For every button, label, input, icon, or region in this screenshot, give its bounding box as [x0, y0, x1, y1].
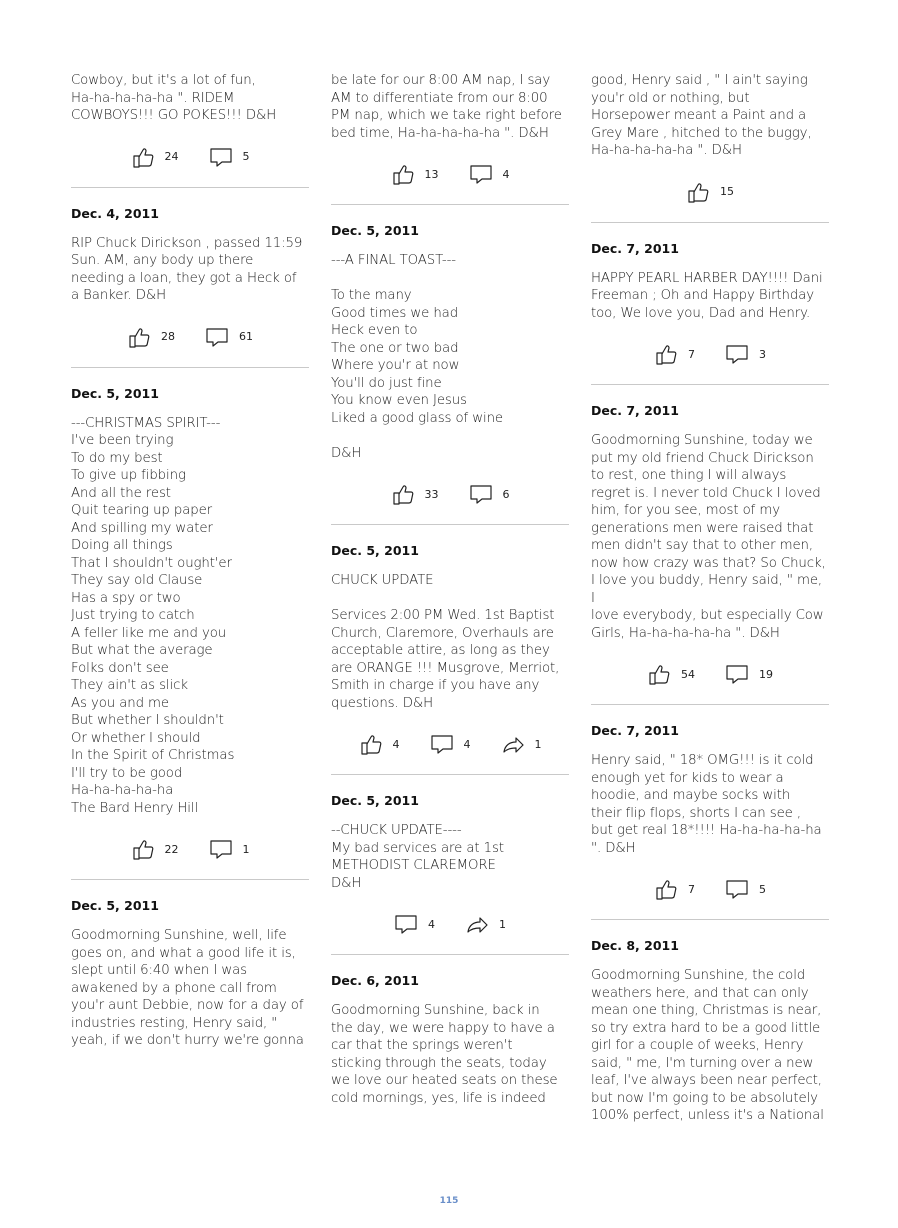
post — [591, 222, 829, 367]
comment-button[interactable] — [209, 837, 250, 861]
post-divider — [331, 204, 569, 205]
post-text: ---A FINAL TOAST--- To the many Good times we had Heck even to The one or two bad Where you'r at now You'll do just fine You know even Jesus Liked a good glass of wine D&H — [331, 253, 503, 461]
post-divider — [71, 367, 309, 368]
post-actions — [591, 662, 829, 686]
post — [71, 879, 309, 1050]
post-text: --CHUCK UPDATE---- My bad services are at 1st METHODIST CLAREMORE D&H — [331, 823, 504, 891]
post-text: Cowboy, but it's a lot of fun, Ha-ha-ha-ha-ha ". RIDEM COWBOYS!!! GO POKES!!! D&H — [71, 73, 277, 123]
comment-button[interactable] — [469, 162, 510, 186]
like-button[interactable] — [131, 837, 179, 861]
post-divider — [71, 187, 309, 188]
like-button[interactable] — [391, 482, 439, 506]
comment-bubble-icon — [209, 837, 233, 861]
thumbs-up-icon — [647, 662, 671, 686]
thumbs-up-icon — [654, 877, 678, 901]
post-divider — [331, 954, 569, 955]
column-middle — [331, 72, 569, 1107]
post-actions — [331, 912, 569, 936]
post — [331, 524, 569, 756]
post-text: Henry said, " 18* OMG!!! is it cold enough yet for kids to wear a hoodie, and maybe socks with their flip flops, shorts I can see , but get real 18*!!!! Ha-ha-ha-ha-ha ". D&H — [591, 753, 822, 856]
post-text: good, Henry said , " I ain't saying you'r old or nothing, but Horsepower meant a Paint and a Grey Mare , hitched to the buggy, Ha-ha-ha-ha-ha ". D&H — [591, 73, 812, 158]
post — [591, 919, 829, 1125]
post-actions — [331, 732, 569, 756]
post-divider — [591, 384, 829, 385]
post-text: Goodmorning Sunshine, well, life goes on, and what a good life it is, slept until 6:40 when I was awakened by a phone call from you'r aunt Debbie, now for a day of industries resting, Henry said, " yeah, if we don't hurry we're gonna — [71, 928, 304, 1048]
comment-bubble-icon — [725, 662, 749, 686]
like-count: 15 — [720, 185, 734, 198]
share-arrow-icon — [465, 912, 489, 936]
share-button[interactable] — [465, 912, 506, 936]
like-button[interactable] — [391, 162, 439, 186]
comment-bubble-icon — [430, 732, 454, 756]
like-count: 22 — [164, 842, 179, 856]
like-button[interactable] — [686, 180, 734, 204]
comment-button[interactable] — [205, 325, 253, 349]
post-text: CHUCK UPDATE Services 2:00 PM Wed. 1st Baptist Church, Claremore, Overhauls are acceptable attire, as long as they are ORANGE !!! Musgrove, Merriot, Smith in charge if you have any questions. D&H — [331, 573, 560, 711]
post-actions — [331, 162, 569, 186]
like-count: 7 — [688, 882, 695, 896]
post — [71, 367, 309, 862]
column-left — [71, 72, 309, 1050]
post-date: Dec. 5, 2011 — [331, 793, 419, 808]
thumbs-up-icon — [391, 482, 415, 506]
post-actions — [71, 145, 309, 169]
post-text: be late for our 8:00 AM nap, I say AM to differentiate from our 8:00 PM nap, which we take right before bed time, Ha-ha-ha-ha-ha ". D&H — [331, 73, 562, 141]
comment-bubble-icon — [469, 482, 493, 506]
comment-count: 1 — [242, 842, 250, 856]
like-button[interactable] — [654, 342, 695, 366]
like-button[interactable] — [127, 325, 175, 349]
share-arrow-icon — [501, 732, 525, 756]
post — [331, 204, 569, 506]
post — [591, 704, 829, 901]
post-actions — [71, 325, 309, 349]
like-count: 33 — [424, 487, 439, 501]
comment-bubble-icon — [725, 342, 749, 366]
comment-bubble-icon — [725, 877, 749, 901]
thumbs-up-icon — [654, 342, 678, 366]
post-actions — [591, 342, 829, 366]
comment-button[interactable] — [725, 662, 773, 686]
like-count: 4 — [392, 737, 400, 751]
post-text: Goodmorning Sunshine, the cold weathers here, and that can only mean one thing, Christmas is near, so try extra hard to be a good little girl for a couple of weeks, Henry said, " me, I'm turning over a new leaf, I've always been near perfect, but now I'm going to be absolutely 100% perfect, unless it's a National — [591, 968, 824, 1123]
post-text: ---CHRISTMAS SPIRIT--- I've been trying To do my best To give up fibbing And all the rest Quit tearing up paper And spilling my water Doing all things That I shouldn't ought'er They say old Clause Has a spy or two Just trying to catch A feller like me and you But what the average Folks don't see They ain't as slick As you and me But whether I shouldn't Or whether I should In the Spirit of Christmas I'll try to be good Ha-ha-ha-ha-ha The Bard Henry Hill — [71, 415, 235, 816]
post-divider — [591, 919, 829, 920]
post — [331, 774, 569, 936]
comment-count: 4 — [463, 737, 471, 751]
post-date: Dec. 5, 2011 — [331, 223, 419, 238]
post-date: Dec. 7, 2011 — [591, 403, 679, 418]
comment-count: 3 — [759, 347, 766, 361]
post-text: Goodmorning Sunshine, today we put my old friend Chuck Dirickson to rest, one thing I will always regret is. I never told Chuck I loved him, for you see, most of my generations men were raised that men didn't say that to other men, now how crazy was that? So Chuck, I love you buddy, Henry said, " me, I love everybody, but especially Cow Girls, Ha-ha-ha-ha-ha ". D&H — [591, 433, 826, 641]
comment-button[interactable] — [725, 342, 766, 366]
post-divider — [591, 222, 829, 223]
post-actions — [331, 482, 569, 506]
comment-count: 61 — [239, 330, 253, 343]
share-count: 1 — [534, 737, 542, 751]
post-date: Dec. 7, 2011 — [591, 240, 679, 256]
comment-count: 6 — [502, 487, 510, 501]
post-date: Dec. 5, 2011 — [71, 898, 159, 913]
like-count: 13 — [424, 167, 439, 181]
thumbs-up-icon — [391, 162, 415, 186]
like-count: 54 — [681, 667, 695, 681]
post-divider — [331, 524, 569, 525]
post — [331, 954, 569, 1107]
like-button[interactable] — [647, 662, 695, 686]
comment-bubble-icon — [394, 912, 418, 936]
comment-button[interactable] — [430, 732, 471, 756]
post-divider — [71, 879, 309, 880]
comment-bubble-icon — [469, 162, 493, 186]
comment-button[interactable] — [209, 145, 250, 169]
post-actions — [71, 837, 309, 861]
like-button[interactable] — [654, 877, 695, 901]
share-count: 1 — [499, 917, 506, 931]
thumbs-up-icon — [359, 732, 383, 756]
post-text: Goodmorning Sunshine, back in the day, we were happy to have a car that the springs weren't sticking through the seats, today we love our heated seats on these cold mornings, yes, life is indeed — [331, 1003, 558, 1106]
post-divider — [331, 774, 569, 775]
like-count: 24 — [164, 150, 179, 163]
comment-bubble-icon — [209, 145, 233, 169]
comment-bubble-icon — [205, 325, 229, 349]
post — [591, 384, 829, 686]
post-divider — [591, 704, 829, 705]
post-text: RIP Chuck Dirickson , passed 11:59 Sun. AM, any body up there needing a loan, they got a Heck of a Banker. D&H — [71, 235, 303, 303]
thumbs-up-icon — [131, 145, 155, 169]
page-number: 115 — [439, 1196, 459, 1206]
comment-button[interactable] — [469, 482, 510, 506]
comment-count: 5 — [242, 150, 250, 163]
comment-count: 5 — [759, 882, 766, 896]
like-button[interactable] — [131, 145, 179, 169]
comment-count: 4 — [428, 917, 435, 931]
like-count: 28 — [161, 330, 175, 343]
thumbs-up-icon — [127, 325, 151, 349]
post — [591, 72, 829, 204]
post-date: Dec. 8, 2011 — [591, 938, 679, 953]
post-date: Dec. 4, 2011 — [71, 205, 159, 221]
post-date: Dec. 5, 2011 — [331, 543, 419, 558]
post-text: HAPPY PEARL HARBER DAY!!!! Dani Freeman ; Oh and Happy Birthday too, We love you, Dad and Henry. — [591, 270, 823, 321]
comment-count: 4 — [502, 167, 510, 181]
post — [71, 72, 309, 169]
comment-count: 19 — [759, 667, 773, 681]
post — [331, 72, 569, 186]
post-date: Dec. 5, 2011 — [71, 385, 159, 401]
post-actions — [591, 877, 829, 901]
like-button[interactable] — [359, 732, 400, 756]
comment-button[interactable] — [725, 877, 766, 901]
column-right — [591, 72, 829, 1125]
thumbs-up-icon — [686, 180, 710, 204]
post — [71, 187, 309, 349]
post-actions — [591, 180, 829, 204]
post-date: Dec. 7, 2011 — [591, 723, 679, 738]
like-count: 7 — [688, 347, 695, 361]
thumbs-up-icon — [131, 837, 155, 861]
post-date: Dec. 6, 2011 — [331, 973, 419, 988]
share-button[interactable] — [501, 732, 542, 756]
comment-button[interactable] — [394, 912, 435, 936]
